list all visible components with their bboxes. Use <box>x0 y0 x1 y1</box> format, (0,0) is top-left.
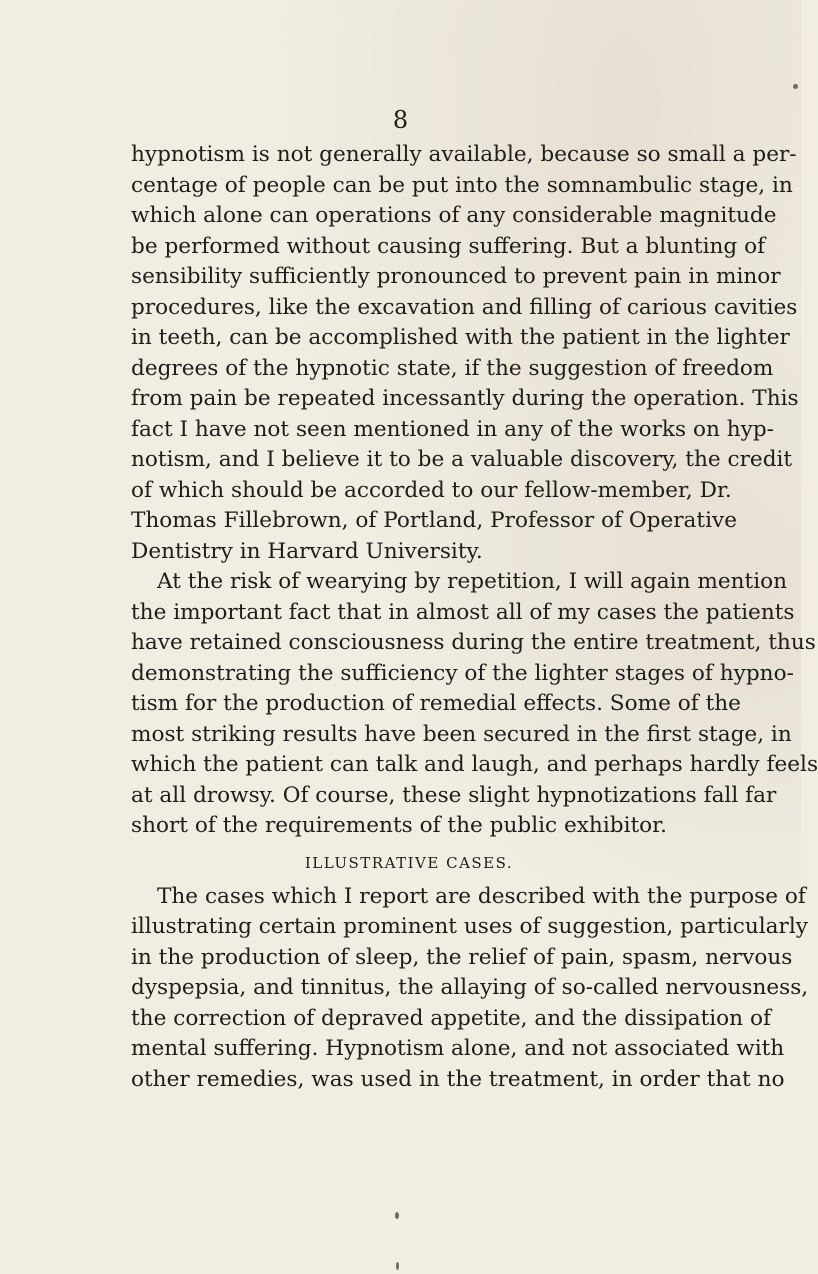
paragraph-3 <box>131 882 809 1096</box>
text-line: of which should be accorded to our fellow-member, Dr. <box>131 477 732 503</box>
text-line: Thomas Fillebrown, of Portland, Professor of Operative <box>131 508 737 533</box>
text-line: demonstrating the sufficiency of the lighter stages of hypno- <box>131 660 794 686</box>
text-line: fact I have not seen mentioned in any of the works on hyp- <box>131 416 774 442</box>
section-heading: ILLUSTRATIVE CASES. <box>304 853 514 872</box>
text-line: which the patient can talk and laugh, and perhaps hardly feels <box>131 752 818 777</box>
text-line: in the production of sleep, the relief of pain, spasm, nervous <box>131 944 793 970</box>
text-line: At the risk of wearying by repetition, I will again mention <box>157 569 788 594</box>
text-line: centage of people can be put into the somnambulic stage, in <box>131 172 793 198</box>
text-line: procedures, like the excavation and filling of carious cavities <box>131 294 798 320</box>
text-line: from pain be repeated incessantly during the operation. This <box>131 386 799 411</box>
page-number: 8 <box>392 106 409 134</box>
paper-speck <box>396 1262 399 1270</box>
body-text <box>131 140 818 1095</box>
text-line: mental suffering. Hypnotism alone, and not associated with <box>131 1036 785 1061</box>
text-line: hypnotism is not generally available, because so small a per- <box>131 142 797 167</box>
text-line: which alone can operations of any considerable magnitude <box>131 203 777 228</box>
paper-speck <box>793 84 798 89</box>
text-line: have retained consciousness during the entire treatment, thus <box>131 630 816 655</box>
paragraph-2 <box>131 567 818 842</box>
text-line: The cases which I report are described with the purpose of <box>157 883 806 909</box>
text-line: most striking results have been secured in the first stage, in <box>131 721 792 747</box>
text-line: other remedies, was used in the treatment, in order that no <box>131 1066 785 1092</box>
text-line: degrees of the hypnotic state, if the suggestion of freedom <box>131 355 774 381</box>
text-line: in teeth, can be accomplished with the patient in the lighter <box>131 325 790 350</box>
text-line: dyspepsia, and tinnitus, the allaying of so-called nervousness, <box>131 975 809 1000</box>
text-line: Dentistry in Harvard University. <box>131 538 483 564</box>
text-line: illustrating certain prominent uses of suggestion, particularly <box>131 914 808 939</box>
paragraph-1 <box>131 140 799 567</box>
text-line: tism for the production of remedial effects. Some of the <box>131 691 741 716</box>
text-line: the correction of depraved appetite, and the dissipation of <box>131 1005 771 1031</box>
text-line: the important fact that in almost all of my cases the patients <box>131 599 795 625</box>
paper-speck <box>395 1212 399 1219</box>
text-line: notism, and I believe it to be a valuable discovery, the credit <box>131 447 793 472</box>
text-line: short of the requirements of the public exhibitor. <box>131 813 667 838</box>
text-line: sensibility sufficiently pronounced to prevent pain in minor <box>131 264 781 289</box>
text-line: at all drowsy. Of course, these slight hypnotizations fall far <box>131 782 777 808</box>
text-line: be performed without causing suffering. But a blunting of <box>131 233 766 259</box>
